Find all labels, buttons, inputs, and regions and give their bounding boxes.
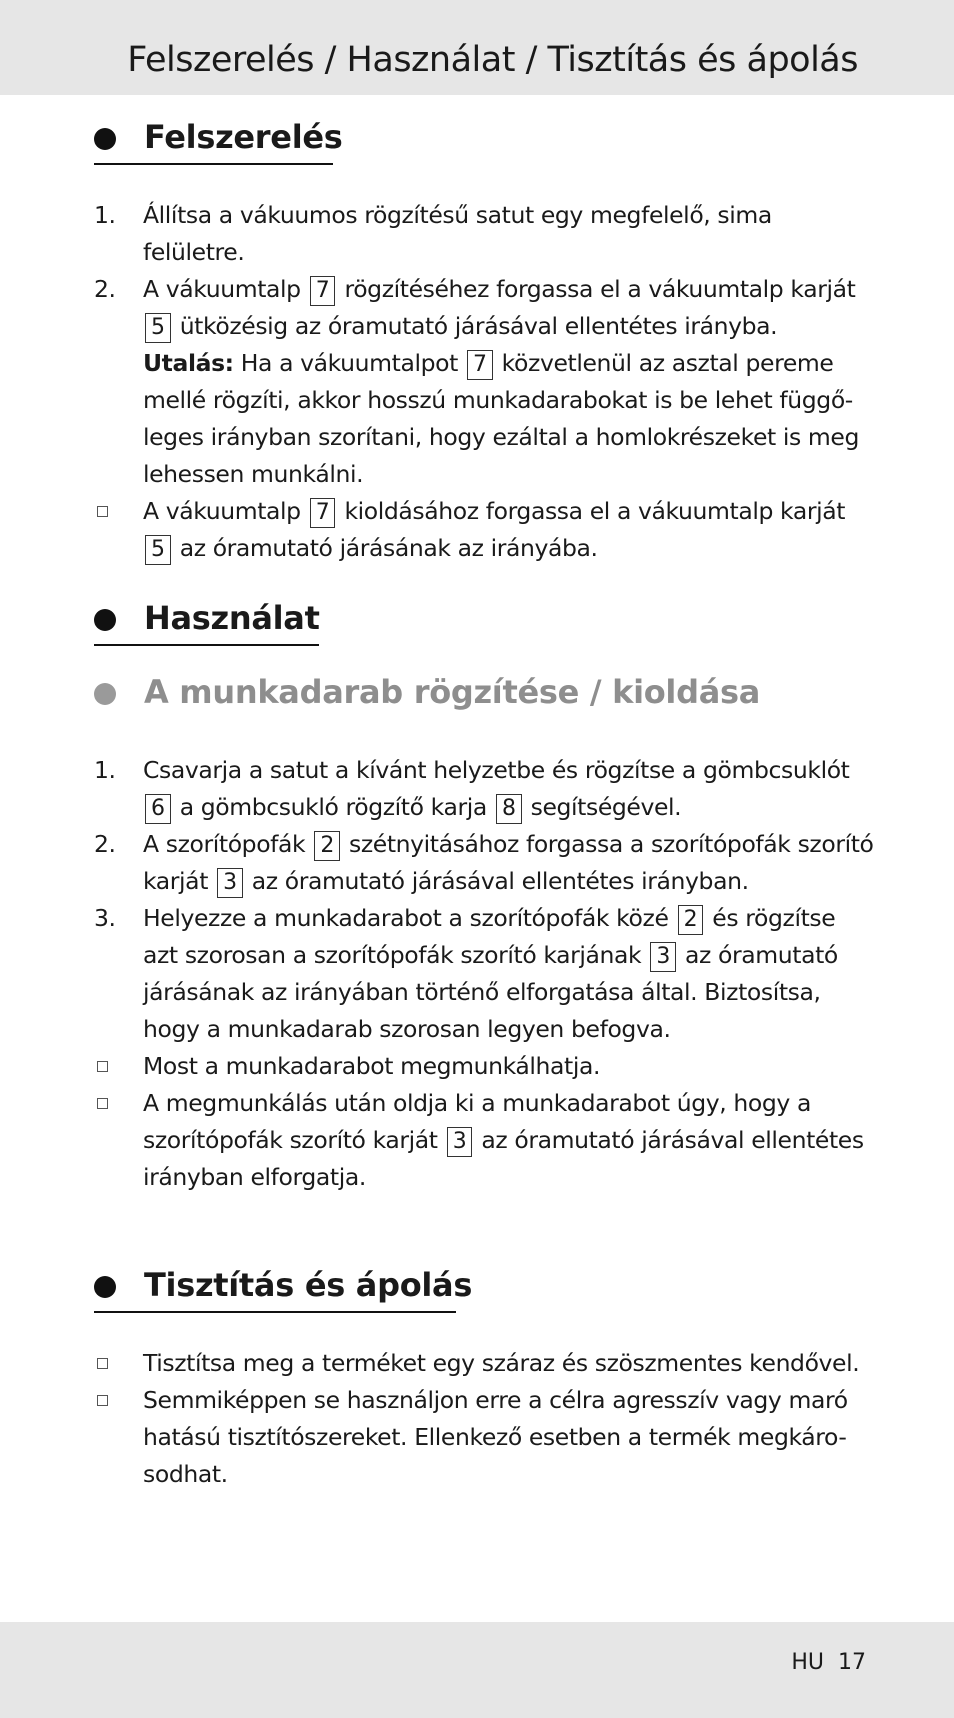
list-item — [94, 271, 874, 493]
item-number: 1. — [94, 756, 116, 784]
list-tisztitas — [94, 1345, 874, 1493]
section-title: Használat — [144, 599, 320, 637]
bullet-dot-icon — [94, 1276, 116, 1298]
list-item — [94, 752, 874, 826]
heading-underline — [94, 163, 333, 165]
part-reference: 7 — [467, 350, 493, 380]
part-reference: 2 — [678, 905, 704, 935]
item-text: Ha a vákuumtalpot — [240, 349, 458, 377]
section-title: A munkadarab rögzítése / kioldása — [144, 673, 761, 711]
item-text: A szorítópofák — [143, 830, 306, 858]
item-text: segítségével. — [530, 793, 682, 821]
checkbox-bullet-icon — [97, 1358, 108, 1369]
item-text: Tisztítsa meg a terméket egy száraz és szöszmentes kendővel. — [143, 1349, 860, 1377]
item-text: Állítsa a vákuumos rögzítésű satut egy megfelelő, sima felületre. — [143, 201, 772, 266]
part-reference: 6 — [145, 794, 171, 824]
checkbox-bullet-icon — [97, 1061, 108, 1072]
section-title: Felszerelés — [144, 118, 343, 156]
list-item — [94, 1345, 874, 1382]
list-item — [94, 1085, 874, 1196]
list-felszereles — [94, 197, 874, 567]
checkbox-bullet-icon — [97, 1098, 108, 1109]
part-reference: 5 — [145, 313, 171, 343]
item-text: közvetlenül az asztal pereme mellé rögzíti, akkor hosszú munkadarabokat is be lehet függő-leges irányban szorítani, hogy ezáltal a homlokrészeket is meg lehessen munkálni. — [143, 349, 859, 488]
bullet-dot-icon — [94, 683, 116, 705]
list-item — [94, 493, 874, 567]
item-text: a gömbcsukló rögzítő karja — [179, 793, 487, 821]
checkbox-bullet-icon — [97, 506, 108, 517]
part-reference: 7 — [310, 276, 336, 306]
part-reference: 3 — [650, 942, 676, 972]
section-title: Tisztítás és ápolás — [144, 1266, 473, 1304]
page-number: 17 — [838, 1650, 866, 1675]
item-text: rögzítéséhez forgassa el a vákuumtalp karját — [344, 275, 856, 303]
bullet-dot-icon — [94, 609, 116, 631]
part-reference: 5 — [145, 535, 171, 565]
heading-underline — [94, 1311, 456, 1313]
page-header-title: Felszerelés / Használat / Tisztítás és ápolás — [127, 40, 858, 80]
page-footer — [791, 1650, 866, 1675]
item-text: az óramutató járásának az irányában történő elforgatása által. Biztosítsa, hogy a munkadarab szorosan legyen befogva. — [143, 941, 838, 1043]
note-label: Utalás: — [143, 349, 234, 377]
item-text: Semmiképpen se használjon erre a célra agresszív vagy maró hatású tisztítószereket. Ellenkező esetben a termék megkáro-sodhat. — [143, 1386, 848, 1488]
part-reference: 2 — [314, 831, 340, 861]
item-text: A vákuumtalp — [143, 497, 301, 525]
item-text: Most a munkadarabot megmunkálhatja. — [143, 1052, 601, 1080]
item-number: 1. — [94, 201, 116, 229]
list-item — [94, 1048, 874, 1085]
item-text: az óramutató járásának az irányába. — [179, 534, 598, 562]
item-number: 2. — [94, 830, 116, 858]
checkbox-bullet-icon — [97, 1395, 108, 1406]
language-code: HU — [791, 1650, 824, 1675]
part-reference: 8 — [496, 794, 522, 824]
part-reference: 7 — [310, 498, 336, 528]
item-text: szétnyitásához forgassa a szorítópofák szorító karját — [143, 830, 874, 895]
list-item — [94, 1382, 874, 1493]
heading-underline — [94, 644, 319, 646]
list-munkadarab — [94, 752, 874, 1196]
part-reference: 3 — [217, 868, 243, 898]
item-text: Helyezze a munkadarabot a szorítópofák közé — [143, 904, 669, 932]
item-text: kioldásához forgassa el a vákuumtalp karját — [344, 497, 846, 525]
item-number: 2. — [94, 275, 116, 303]
list-item — [94, 826, 874, 900]
item-text: az óramutató járásával ellentétes irányban. — [251, 867, 749, 895]
list-item — [94, 197, 874, 271]
part-reference: 3 — [447, 1127, 473, 1157]
item-text: A vákuumtalp — [143, 275, 301, 303]
item-text: és rögzítse azt szorosan a szorítópofák szorító karjának — [143, 904, 836, 969]
item-number: 3. — [94, 904, 116, 932]
bullet-dot-icon — [94, 128, 116, 150]
item-text: ütközésig az óramutató járásával ellentétes irányba. — [179, 312, 778, 340]
list-item — [94, 900, 874, 1048]
item-text: A megmunkálás után oldja ki a munkadarabot úgy, hogy a szorítópofák szorító karját — [143, 1089, 811, 1154]
item-text: az óramutató járásával ellentétes irányban elforgatja. — [143, 1126, 864, 1191]
item-text: Csavarja a satut a kívánt helyzetbe és rögzítse a gömbcsuklót — [143, 756, 850, 784]
